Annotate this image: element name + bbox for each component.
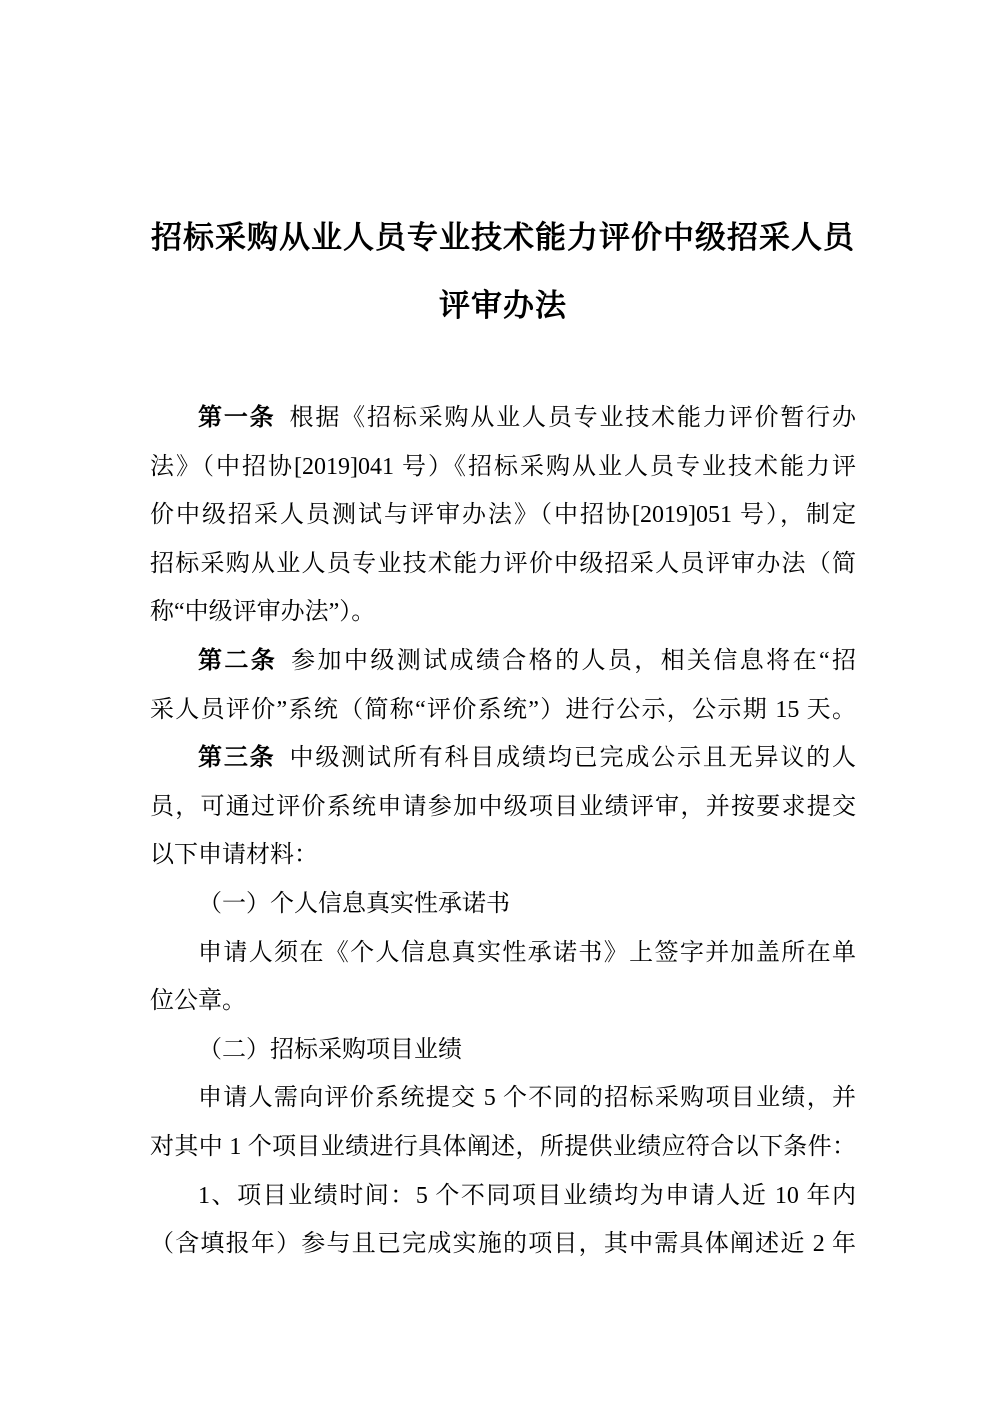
line-text: 参加中级测试成绩合格的人员，相关信息将在“招 [291, 647, 856, 674]
text-line [150, 491, 856, 540]
line-text: 申请人需向评价系统提交 5 个不同的招标采购项目业绩，并 [198, 1085, 856, 1112]
line-text: （一）个人信息真实性承诺书 [198, 890, 510, 917]
clause-number: 第一条 [198, 405, 276, 431]
document-title [150, 204, 856, 340]
text-line [150, 540, 856, 589]
text-line [150, 637, 856, 686]
text-line [150, 1220, 856, 1269]
title-line-1: 招标采购从业人员专业技术能力评价中级招采人员 [151, 220, 855, 255]
line-text: 法》（中招协[2019]041 号）《招标采购从业人员专业技术能力评 [150, 453, 856, 480]
line-text: 申请人须在《个人信息真实性承诺书》上签字并加盖所在单 [198, 939, 856, 966]
line-text: 1、项目业绩时间：5 个不同项目业绩均为申请人近 10 年内 [198, 1182, 856, 1209]
text-line [150, 1074, 856, 1123]
document-body [150, 394, 856, 1269]
line-text: 价中级招采人员测试与评审办法》（中招协[2019]051 号），制定 [150, 502, 856, 529]
line-text: 称“中级评审办法”）。 [150, 599, 376, 626]
text-line [150, 734, 856, 783]
text-line [150, 783, 856, 832]
clause-number: 第二条 [198, 647, 278, 674]
text-line [150, 394, 856, 443]
line-text: 招标采购从业人员专业技术能力评价中级招采人员评审办法（简 [150, 550, 856, 577]
line-text: 对其中 1 个项目业绩进行具体阐述，所提供业绩应符合以下条件： [150, 1133, 856, 1160]
text-line [150, 1026, 856, 1075]
line-text: 中级测试所有科目成绩均已完成公示且无异议的人 [289, 745, 856, 772]
text-line [150, 1172, 856, 1221]
line-text: 根据《招标采购从业人员专业技术能力评价暂行办 [289, 405, 856, 431]
text-line [150, 929, 856, 978]
text-line [150, 588, 856, 637]
line-text: 采人员评价”系统（简称“评价系统”）进行公示，公示期 15 天。 [150, 696, 856, 723]
text-line [150, 831, 856, 880]
line-text: 以下申请材料： [150, 842, 318, 869]
clause-number: 第三条 [198, 745, 276, 772]
text-line [150, 686, 856, 735]
text-line [150, 880, 856, 929]
text-line [150, 977, 856, 1026]
title-line-2: 评审办法 [439, 288, 567, 323]
line-text: 位公章。 [150, 988, 246, 1015]
text-line [150, 1123, 856, 1172]
text-line [150, 443, 856, 492]
line-text: （二）招标采购项目业绩 [198, 1036, 462, 1063]
line-text: （含填报年）参与且已完成实施的项目，其中需具体阐述近 2 年 [150, 1231, 856, 1258]
line-text: 员，可通过评价系统申请参加中级项目业绩评审，并按要求提交 [150, 793, 856, 820]
